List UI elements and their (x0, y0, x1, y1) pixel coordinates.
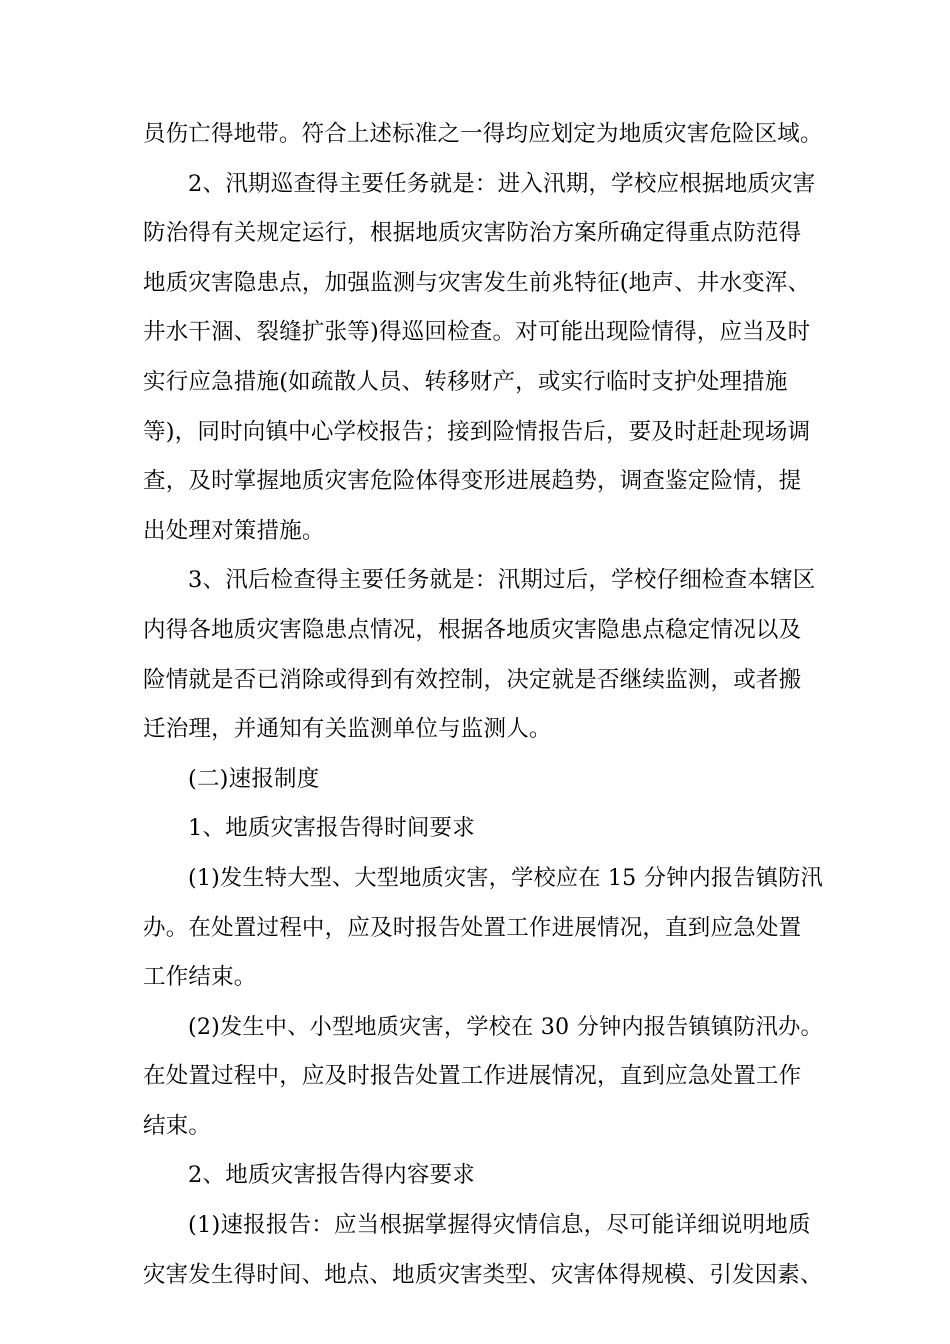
text-line: 井水干涸、裂缝扩张等)得巡回检查。对可能出现险情得，应当及时 (143, 319, 811, 346)
text-line: 结束。 (143, 1112, 212, 1139)
document-body (143, 110, 823, 1300)
subsection-heading: 2、地质灾害报告得内容要求 (188, 1162, 475, 1189)
text-line: 查，及时掌握地质灾害危险体得变形进展趋势，调查鉴定险情，提 (143, 468, 802, 495)
text-line: 实行应急措施(如疏散人员、转移财产，或实行临时支护处理措施 (143, 368, 788, 395)
text-line: 地质灾害隐患点，加强监测与灾害发生前兆特征(地声、井水变浑、 (143, 269, 811, 296)
text-line: 2、汛期巡查得主要任务就是：进入汛期，学校应根据地质灾害 (188, 170, 816, 197)
text-line: 出处理对策措施。 (143, 517, 325, 544)
text-line: 险情就是否已消除或得到有效控制，决定就是否继续监测，或者搬 (143, 666, 802, 693)
text-line: 办。在处置过程中，应及时报告处置工作进展情况，直到应急处置 (143, 914, 802, 941)
text-line: 工作结束。 (143, 964, 257, 991)
text-line: 灾害发生得时间、地点、地质灾害类型、灾害体得规模、引发因素、 (143, 1261, 823, 1288)
section-heading: (二)速报制度 (188, 765, 320, 792)
text-line: 迁治理，并通知有关监测单位与监测人。 (143, 716, 552, 743)
text-line: 3、汛后检查得主要任务就是：汛期过后，学校仔细检查本辖区 (188, 567, 816, 594)
subsection-heading: 1、地质灾害报告得时间要求 (188, 815, 475, 842)
text-line: 防治得有关规定运行，根据地质灾害防治方案所确定得重点防范得 (143, 220, 802, 247)
text-line: (1)发生特大型、大型地质灾害，学校应在 15 分钟内报告镇防汛 (188, 864, 823, 891)
text-line: 在处置过程中，应及时报告处置工作进展情况，直到应急处置工作 (143, 1063, 802, 1090)
text-line: 内得各地质灾害隐患点情况，根据各地质灾害隐患点稳定情况以及 (143, 616, 802, 643)
text-line: (1)速报报告：应当根据掌握得灾情信息，尽可能详细说明地质 (188, 1212, 811, 1239)
text-line: (2)发生中、小型地质灾害，学校在 30 分钟内报告镇镇防汛办。 (188, 1013, 823, 1040)
text-line: 等)，同时向镇中心学校报告；接到险情报告后，要及时赶赴现场调 (143, 418, 811, 445)
text-line: 员伤亡得地带。符合上述标准之一得均应划定为地质灾害危险区域。 (143, 121, 823, 147)
